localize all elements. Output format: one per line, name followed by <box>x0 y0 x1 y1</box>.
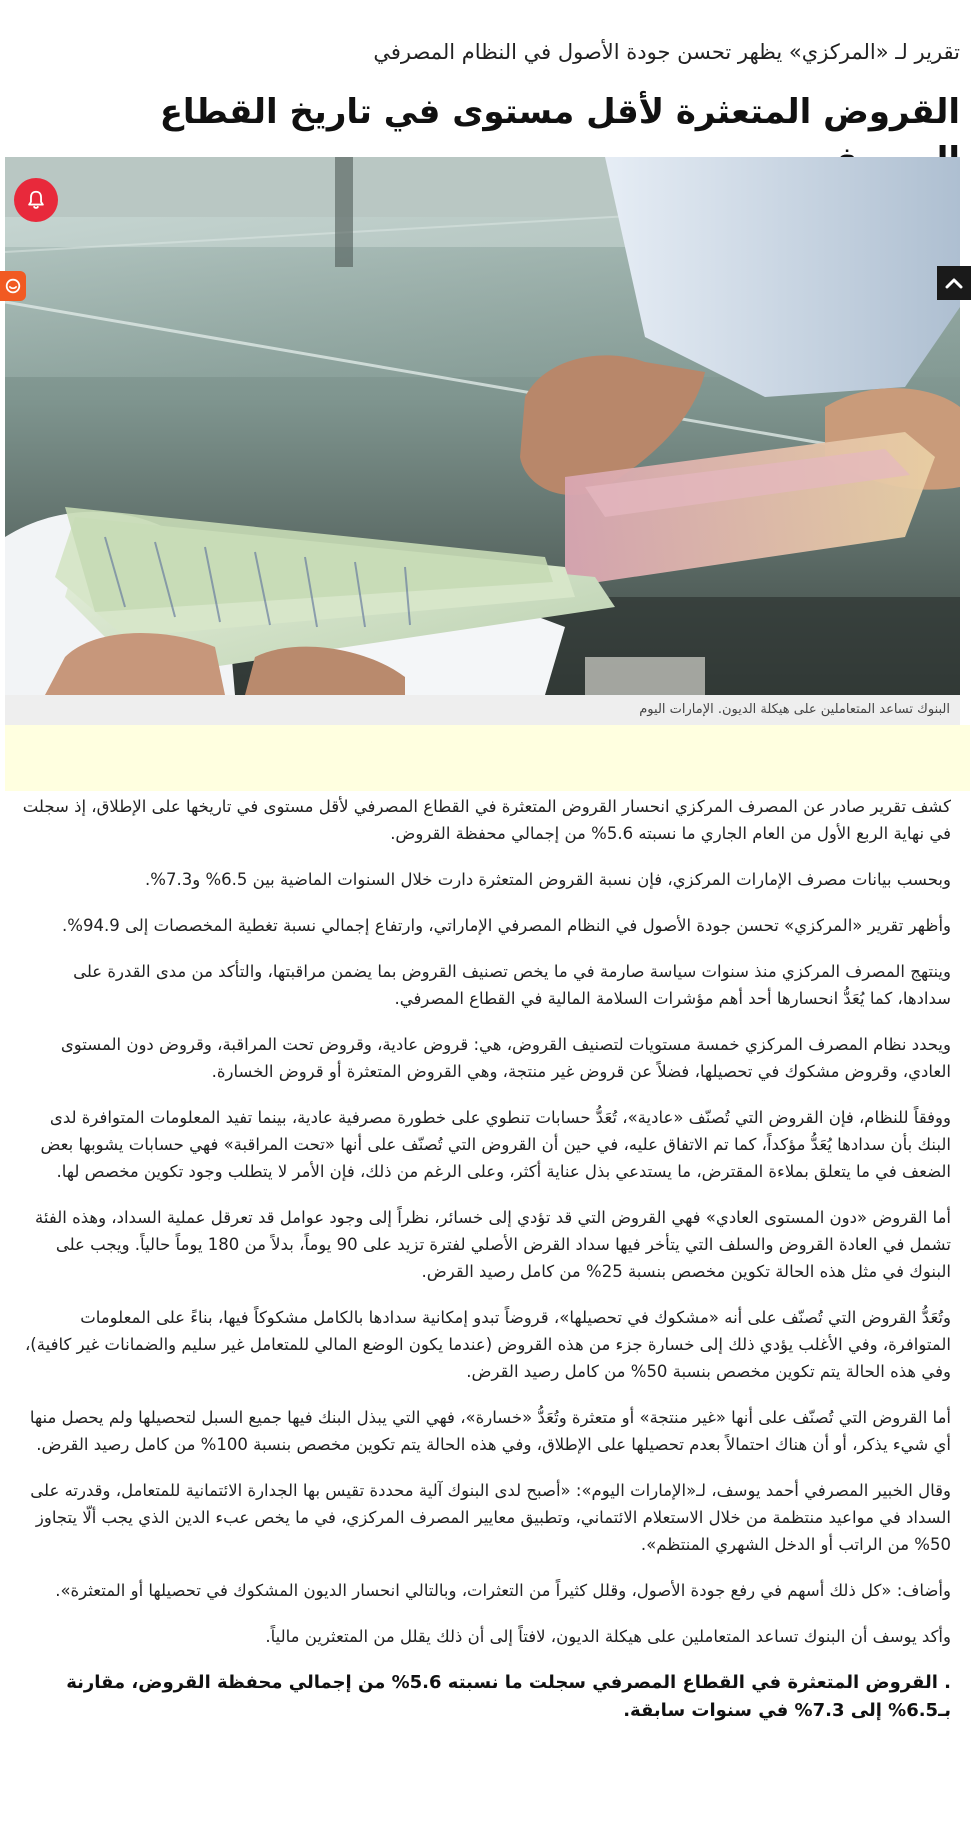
notification-button[interactable] <box>14 178 58 222</box>
article-paragraph: وتُعَدُّ القروض التي تُصنّف على أنه «مشكوك في تحصيلها»، قروضاً تبدو إمكانية سدادها بالكامل مشكوكاً فيها، بناءً على المعلومات المتوافرة، وفي الأغلب يؤدي ذلك إلى خسارة جزء من هذه القروض (عندما يكون الوضع المالي للمتعامل غير سليم والضمانات غير كافية)، وفي هذه الحالة يتم تكوين مخصص بنسبة 50% من كامل رصيد القرض. <box>24 1308 951 1381</box>
article-paragraph: أما القروض «دون المستوى العادي» فهي القروض التي قد تؤدي إلى خسائر، نظراً إلى وجود عوامل قد تعرقل عملية السداد، وهذه الفئة تشمل في العادة القروض والسلف التي يتأخر فيها سداد القرض الأصلي لفترة تزيد على 90 يوماً، بدلاً من 180 يوماً حالياً. ويجب على البنوك في مثل هذه الحالة تكوين مخصص بنسبة 25% من كامل رصيد القرض. <box>35 1208 951 1281</box>
article-body <box>16 793 951 1744</box>
article-paragraph: كشف تقرير صادر عن المصرف المركزي انحسار القروض المتعثرة في القطاع المصرفي لأقل مستوى في تاريخها على الإطلاق، إذ سجلت في نهاية الربع الأول من العام الجاري ما نسبته 5.6% من إجمالي محفظة القروض. <box>22 797 951 843</box>
ad-slot <box>5 725 970 791</box>
article-paragraph: وأضاف: «كل ذلك أسهم في رفع جودة الأصول، وقلل كثيراً من التعثرات، وبالتالي انحسار الديون المشكوك في تحصيلها أو المتعثرة». <box>55 1581 951 1600</box>
article-paragraph: وبحسب بيانات مصرف الإمارات المركزي، فإن نسبة القروض المتعثرة دارت خلال السنوات الماضية بين 6.5% و7.3%. <box>145 870 951 889</box>
money-exchange-illustration <box>5 157 960 695</box>
image-caption-bar <box>5 695 960 725</box>
article-paragraph: وأظهر تقرير «المركزي» تحسن جودة الأصول في النظام المصرفي الإماراتي، وارتفاع إجمالي نسبة تغطية المخصصات إلى 94.9%. <box>62 916 951 935</box>
article-paragraph: وقال الخبير المصرفي أحمد يوسف، لـ«الإمارات اليوم»: «أصبح لدى البنوك آلية محددة تقيس بها الجدارة الائتمانية للمتعامل، وقدرته على السداد في مواعيد منتظمة من خلال الاستعلام الائتماني، وتطبيق معايير المصرف المركزي، في ما يخص عبء الدين الذي يجب ألّا يتجاوز 50% من الراتب أو الدخل الشهري المنتظم». <box>30 1481 951 1554</box>
article-photo <box>5 157 960 695</box>
scroll-to-top-button[interactable] <box>937 266 971 300</box>
widget-icon <box>4 277 22 295</box>
article-paragraph: ويحدد نظام المصرف المركزي خمسة مستويات لتصنيف القروض، هي: قروض عادية، وقروض تحت المراقبة، وقروض دون المستوى العادي، وقروض مشكوك في تحصيلها، فضلاً عن قروض غير منتجة، وهي القروض المتعثرة أو قروض الخسارة. <box>60 1035 951 1081</box>
article-paragraph: وأكد يوسف أن البنوك تساعد المتعاملين على هيكلة الديون، لافتاً إلى أن ذلك يقلل من المتعثرين مالياً. <box>265 1627 951 1646</box>
article-paragraph: أما القروض التي تُصنّف على أنها «غير منتجة» أو متعثرة وتُعَدُّ «خسارة»، فهي التي يبذل البنك فيها جميع السبل لتحصيلها ولم يحصل منها أي شيء يذكر، أو أن هناك احتمالاً بعدم تحصيلها على الإطلاق، وفي هذه الحالة يتم تكوين مخصص بنسبة 100% من كامل رصيد القرض. <box>29 1408 951 1454</box>
article-paragraph: وينتهج المصرف المركزي منذ سنوات سياسة صارمة في ما يخص تصنيف القروض بما يضمن مراقبتها، والتأكد من مدى القدرة على سدادها، كما يُعَدُّ انحسارها أحد أهم مؤشرات السلامة المالية في القطاع المصرفي. <box>73 962 951 1008</box>
bell-icon <box>25 189 47 211</box>
image-caption: البنوك تساعد المتعاملين على هيكلة الديون. الإمارات اليوم <box>639 702 950 717</box>
article-highlight: . القروض المتعثرة في القطاع المصرفي سجلت ما نسبته 5.6% من إجمالي محفظة القروض، مقارنة بـ6.5% إلى 7.3% في سنوات سابقة. <box>66 1672 951 1721</box>
article-headline: القروض المتعثرة لأقل مستوى في تاريخ القطاع <box>159 92 960 132</box>
article-subtitle: تقرير لـ «المركزي» يظهر تحسن جودة الأصول في النظام المصرفي <box>373 40 960 64</box>
chevron-up-icon <box>945 276 963 290</box>
article-paragraph: ووفقاً للنظام، فإن القروض التي تُصنّف «عادية»، تُعَدُّ حسابات تنطوي على خطورة مصرفية عادية، بينما تفيد المعلومات المتوافرة لدى البنك بأن سدادها يُعَدُّ مؤكداً، كما تم الاتفاق عليه، في حين أن القروض التي تُصنّف على أنها «تحت المراقبة» فهي حسابات يشوبها بعض الضعف في ما يتعلق بملاءة المقترض، ما يستدعي بذل عناية أكثر، وعلى الرغم من ذلك، فإن الأمر لا يتطلب وجود تكوين مخصص لها. <box>40 1108 951 1181</box>
side-widget-tab[interactable] <box>0 271 26 301</box>
